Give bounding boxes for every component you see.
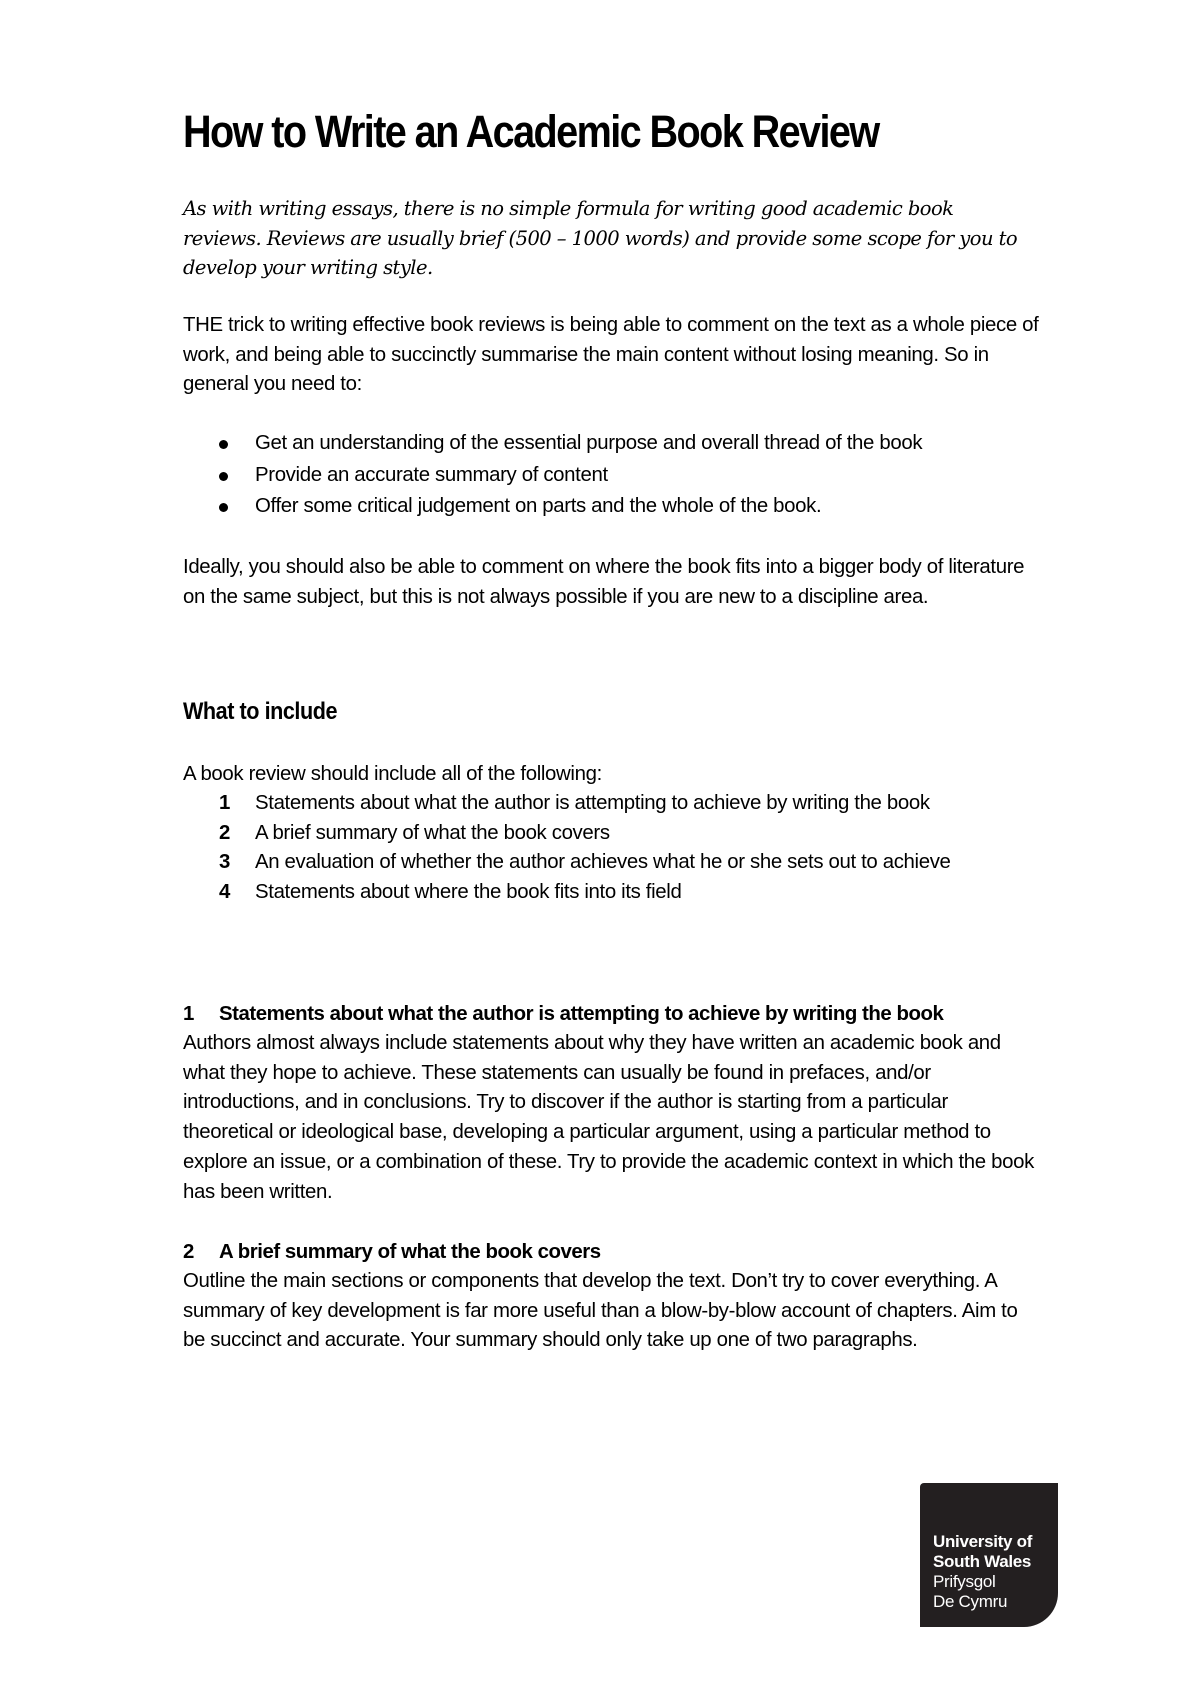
logo-text: University of South Wales Prifysgol De Cymru [933, 1532, 1033, 1611]
intro-paragraph: As with writing essays, there is no simple formula for writing good academic book reviews. Reviews are usually brief (500 – 1000 words) and provide some scope for you to develop your writing style. [183, 197, 1018, 279]
section-2-body: Outline the main sections or components that develop the text. Don’t try to cover everything. A summary of key development is far more useful than a blow-by-blow account of chapters. Aim to be succinct and accurate. Your summary should only take up one of two paragraphs. [183, 1270, 1018, 1352]
list-item: 4 Statements about where the book fits into its field [219, 881, 682, 904]
section-1-body: Authors almost always include statements about why they have written an academic book and what they hope to achieve. These statements can usually be found in prefaces, and/or introductions, and in conclusions. Try to discover if the author is starting from a particular theoretical or ideological base, developing a particular argument, using a particular method to explore an issue, or a combination of these. Try to provide the academic context in which the book has been written. [183, 1032, 1034, 1203]
list-item: Offer some critical judgement on parts and the whole of the book. [183, 491, 922, 523]
numbered-list [183, 789, 975, 908]
university-logo [920, 1483, 1058, 1627]
list-item: 1 Statements about what the author is attempting to achieve by writing the book [219, 792, 930, 814]
list-item: Provide an accurate summary of content [183, 460, 922, 492]
include-lead-text: A book review should include all of the following: [183, 763, 602, 785]
ideally-paragraph: Ideally, you should also be able to comment on where the book fits into a bigger body of literature on the same subject, but this is not always possible if you are new to a discipline area. [183, 556, 1025, 608]
page-title: How to Write an Academic Book Review [183, 106, 879, 157]
list-item: 3 An evaluation of whether the author achieves what he or she sets out to achieve [219, 851, 951, 874]
section-2-heading: 2 A brief summary of what the book covers [183, 1241, 601, 1263]
bullet-icon [219, 503, 228, 512]
list-item: Get an understanding of the essential purpose and overall thread of the book [183, 428, 922, 460]
bullet-icon [219, 472, 228, 481]
section-heading-what-to-include: What to include [183, 698, 338, 725]
list-item: 2 A brief summary of what the book covers [219, 821, 610, 844]
bullet-icon [219, 440, 228, 449]
bullet-list [183, 428, 922, 523]
section-1-heading: 1 Statements about what the author is attempting to achieve by writing the book [183, 1003, 944, 1025]
trick-paragraph: THE trick to writing effective book reviews is being able to comment on the text as a whole piece of work, and being able to succinctly summarise the main content without losing meaning. So in general you need to: [183, 314, 1039, 396]
